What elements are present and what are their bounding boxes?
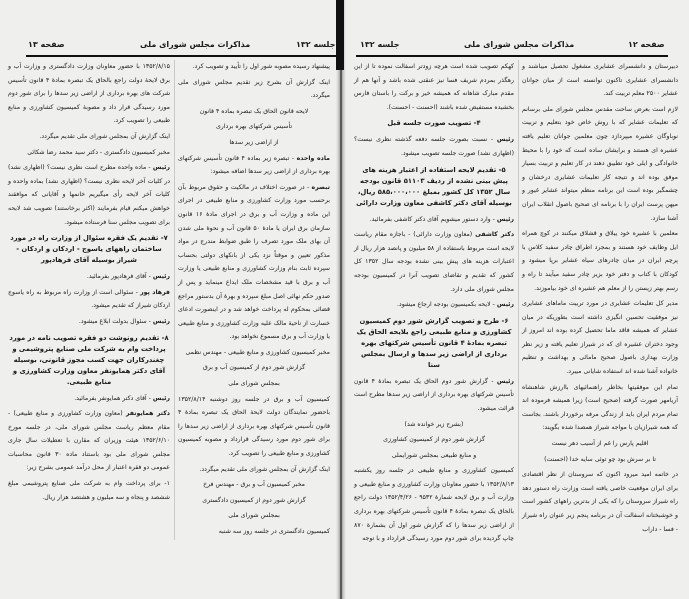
speaker-name: رئیس	[152, 273, 170, 281]
paragraph: مخبر کمیسیون دادگستری - دکتر سید محمد رضا شکائی	[27, 148, 170, 156]
right-page-right-column	[522, 60, 678, 538]
left-page-right-column	[178, 60, 330, 541]
centered-line: اقلیم پارس را غم از آسیب دهر نیست	[551, 440, 649, 448]
centered-line: بمجلس شورای ملی	[228, 512, 280, 520]
paragraph-body: - گزارش شور دوم الحاق یک تبصره بمادهٔ ۴ قانون تأسیس شرکتهای بهره برداری از اراضی زیر سدها مطرح است قرائت میشود.	[354, 377, 514, 412]
paragraph-body: - سئوال بدولت ابلاغ میشود.	[78, 317, 153, 325]
speaker-name: دکتر کاشفی	[475, 231, 514, 239]
section-heading: ۷- تقدیم یک فقره سئوال از وزارت راه در مورد ساختمان راههای یاسوج - اردکان و اردکان - شیراز بوسیله آقای فرهادپور	[10, 234, 168, 265]
paragraph-body: - آقای فرهادپور بفرمائید.	[86, 273, 153, 281]
left-page-column-divider	[174, 60, 175, 540]
centered-line: مخبر کمیسیون آب و برق - مهندس فرخ	[203, 481, 305, 489]
paragraph	[354, 375, 514, 416]
paragraph	[178, 152, 330, 179]
speaker-name: رئیس	[152, 394, 170, 402]
paragraph-body: - در صورت اختلاف در مالکیت و حقوق مربوط بآن برحسب مورد وزارت کشاورزی و منابع طبیعی در اجرای این ماده و وزارت آب و برق در اجرای مادهٔ ۱۶ قانون سازمان برق ایران یا مادهٔ ۵۰ قانون آب و نحوهٔ ملی شدن آن بهای ملک مورد تصرف را طبق ضوابط مندرج در مواد مذکور تعیین و موقتاً نزد یکی از بانکهای دولتی بحساب سپرده ثابت بنام وزارت کشاورزی و منابع طبیعی یا وزارت آب و برق با قید مشخصات ملک ایداع مینماید و پس از صدور حکم نهائی اصل مبلغ سپرده و بهرهٔ آن بدستور مراجع قضائی بمحکوم له پرداخت خواهد شد و در اینصورت ادعای خسارت از ناحیهٔ مالک علیه وزارت کشاورزی و منابع طبیعی یا وزارت آب و برق مسموع نخواهد بود.	[178, 183, 331, 341]
centered-line: تأسیس شرکتهای بهره برداری	[215, 123, 293, 131]
paragraph-body: - وارد دستور میشویم آقای دکتر کاشفی بفرمائید.	[369, 215, 497, 223]
paragraph	[8, 392, 170, 406]
paragraph: در خاتمه امید میرود اکنون که سروستان از نظر اقتصادی برای ایران موقعیت خاصی یافته است وزارت راه دستور دهد راه شیراز سروستان را که یکی از بدترین راههای کشور است و خوشبختانه اسفالت آن در برنامه پنجم زیر عنوان راه شیراز - فسا - داراب	[522, 471, 678, 533]
centered-line: بمجلس شورای ملی	[228, 380, 280, 388]
right-page-running-title: مذاکرات مجلس شورای ملی	[464, 40, 575, 49]
paragraph: ۱۳۵۲/۸/۱۵ با حضور معاونان وزارت دادگستری و وزارت آب و برق لایحهٔ دولت راجع بالحاق یک تبصره بمادهٔ ۴ قانون تأسیس شرکت های بهره برداری از اراضی زیر سدها را برای شور دوم مورد رسیدگی قرار داد و مصوبهٔ کمیسیون کشاورزی و منابع طبیعی را تصویب کرد.	[8, 63, 170, 125]
centered-line: (بشرح زیر خوانده شد)	[404, 420, 464, 428]
centered-line: گزارش شور دوم از کمیسیون آب و برق	[202, 364, 306, 372]
paragraph	[8, 315, 170, 329]
paragraph	[354, 228, 514, 296]
paragraph-body: - آقای دکتر همایونفر بفرمائید.	[74, 394, 153, 402]
centered-line: گزارش شور دوم از کمیسیون دادگستری	[202, 496, 306, 504]
section-heading: ۸- تقدیم رونوشت دو فقره تصویب نامه در مورد پرداخت وام به شرکت ملی صنایع پتروشیمی و چغندرکاران جهت کسب مجوز قانونی، بوسیله آقای دکتر همایونفر معاون وزارت کشاورزی و منابع طبیعی.	[9, 333, 169, 386]
paragraph	[8, 270, 170, 284]
paragraph: دبیرستان و دانشسرای عشایری مشغول تحصیل میباشند و دانشسرای عشایری تاکنون توانسته است از میان جوانان عشایر ۲۵۰۰ معلم تربیت کند.	[522, 63, 678, 98]
paragraph	[8, 407, 170, 475]
paragraph: کهکم تصویب شده است هرچه زودتر اسفالت نموده تا از این رهگذر بمردم شریف فسا نیز عنقتی شده باشد و آنها هم از مقدم مبارک شاهانه که همیشه خیر و برکت را باستان فارس بخشیده مستفیض شده باشند (احسنت - احسنت).	[354, 63, 514, 111]
centered-line: گزارش شور دوم از کمیسیون کشاورزی	[383, 436, 485, 444]
right-page	[346, 0, 689, 599]
paragraph	[8, 161, 170, 229]
paragraph: اینک گزارش آن بمجلس شورای ملی تقدیم میگردد.	[199, 465, 330, 473]
speaker-name: رئیس	[496, 215, 514, 223]
paragraph	[178, 181, 330, 344]
paragraph: کمیسیون کشاورزی و منابع طبیعی در جلسه روز یکشنبه ۱۳۵۲/۸/۱۳ با حضور معاونان وزارت کشاورزی و منابع طبیعی و وزارت آب و برق لایحه شمارهٔ ۹۵۳۲ - ۱۳۵۲/۴/۲۶ دولت راجع بالحاق یک تبصره بمادهٔ ۴ قانون تأسیس شرکتهای بهره برداری از اراضی زیر سدها را که گزارش شور اول آن بشمارهٔ ۸۷۰ چاپ گردیده برای شور دوم مورد رسیدگی قرارداد و با توجه	[354, 467, 515, 543]
paragraph: معلمین با عشیره خود ییلاق و قشلاق میکنند در کوچ همراه ایل وظایف خود هستند و بمجرد اطراق چادر سفید کلاس با پرچم ایران در میان چادرهای سیاه عشایر برپا میشود و کودکان با کتاب و دفتر خود بزیر چادر سفید میآیند تا راه و رسم بهتر زیستن را از معلم هم عشیره ای خود بیاموزند.	[522, 230, 678, 292]
left-header-rule	[26, 55, 338, 57]
paragraph-body: - تبصره زیر بماده ۴ قانون تأسیس شرکتهای بهره برداری از اراضی زیر سدها اضافه میشود:	[178, 154, 330, 176]
right-page-number: صفحه ۱۲	[628, 40, 665, 49]
speaker-name: رئیس	[496, 301, 514, 309]
paragraph	[8, 286, 170, 313]
right-page-column-divider	[518, 60, 519, 530]
paragraph-body: - نسبت بصورت جلسه دفعه گذشته نظری نیست؟ (اظهاری نشد) صورت جلسه تصویب میشود.	[354, 136, 514, 157]
book-spine-shadow	[336, 0, 344, 70]
left-page-running-title: مذاکرات مجلس شورای ملی	[140, 40, 251, 49]
right-header-rule	[356, 55, 668, 57]
paragraph	[354, 213, 514, 227]
left-page-header	[0, 40, 338, 54]
paragraph-body: (معاون وزارت کشاورزی و منابع طبیعی) - مقام معظم ریاست مجلس شورای ملی، در جلسه مورخ ۱۳۵۲/۶/۱۰ هیئت وزیران که مقارن با تعطیلات سال جاری مجلس شورای ملی بود باستناد ماده ۳۰ قانون محاسبات عمومی دو فقره اعتبار از محل درآمد عمومی بشرح زیر:	[8, 410, 170, 472]
paragraph: مخبر کمیسیون کشاورزی و منابع طبیعی - مهندس نظمی	[185, 348, 330, 356]
paragraph: لازم است بعرض ساحت مقدس مجلس شورای ملی برسانم که تعلیمات عشایر که با روش خاص خود بتعلیم و تربیت نوباوگان عشیره میپردازد چون معلمین جوانان تعلیم یافته عشیره ای هستند و برایشان ساده است که خود را با محیط خانوادگی و ایلی خود تطبیق دهند در کار تعلیم و تربیت بسیار موفق بوده اند و نتیجه کار تعلیمات عشایری درخشان و چشمگیر بوده است این برنامه منظم میتواند عشایر غیور و میهن پرست ایران را با برنامه ای صحیح باصول انقلاب ایران آشنا سازد.	[522, 105, 678, 222]
paragraph-body: (معاون وزارت دارائی) - باجازه مقام ریاست لایحه است مربوط باستفاده از ۵۸ میلیون و پانصد هزار ریال از اعتبارات هزینه های پیش بینی نشده بودجه سال ۱۳۵۲ کل کشور که تقدیم و تقاضای تصویب آنرا در کمیسیون بودجه مجلس شورای ملی دارد.	[354, 231, 514, 293]
right-page-left-column	[354, 60, 514, 548]
right-page-session: جلسه ۱۳۲	[360, 40, 400, 49]
paragraph: مدیر کل تعلیمات عشایری در مورد تربیت ماماهای عشایری نیز موفقیت تحسین انگیزی داشته است بطوریکه در میان عشایر که همیشه فاقد ماما تحصیل کرده بوده اند امروز از وجود دختران عشیره ای که در شیراز تعلیم یافته و زیر نظر وزارت بهداری باصول صحیح مامائی و بهداشت و تنظیم خانواده آشنا شده اند استفاده شایانی میبرد.	[522, 300, 678, 376]
paragraph: پیشنهاد رسیده مصوبه شور اول را تأیید و تصویب کرد.	[192, 63, 330, 70]
left-page	[0, 0, 338, 599]
paragraph: تمام این موفقیتها بخاطر راهنمائیهای باارزش شاهنشاه آریامهر صورت گرفته (صحیح است) زیرا همیشه فرموده اند تمام مردم ایران باید از زندگی مرفه برخوردار باشند. بجاست که همه شیرازیان با مواجه شیراز همصدا شده بگویند:	[522, 383, 678, 432]
centered-line: لایحه قانون الحاق یک تبصره بماده ۴ قانون	[199, 107, 309, 115]
speaker-name: رئیس	[496, 377, 514, 385]
paragraph: اینک گزارش آن بمجلس شورای ملی تقدیم میگردد.	[39, 132, 170, 140]
paragraph: کمیسیون آب و برق در جلسه روز دوشنبه ۱۳۵۲/۸/۱۴ باحضور نمایندگان دولت لایحهٔ الحاق یک تبصره بمادهٔ ۴ قانون تأسیس شرکتهای بهره برداری از اراضی زیر سدها را برای شور دوم مورد رسیدگی قرارداد و مصوبه کمیسیون کشاورزی و منابع طبیعی را تصویب کرد.	[178, 395, 330, 458]
book-spine	[336, 0, 346, 599]
section-heading: ۶- طرح و تصویب گزارش شور دوم کمیسیون کشاورزی و منابع طبیعی راجع بلایحه الحاق یک تبصره بمادهٔ ۴ قانون تأسیس شرکتهای بهره برداری از اراضی زیر سدها و ارسال بمجلس سنا	[356, 316, 512, 369]
speaker-name: رئیس	[496, 136, 514, 144]
speaker-name: دکتر همایونفر	[125, 410, 170, 418]
speaker-name: تبصره	[311, 183, 330, 191]
centered-line: از اراضی زیر سدها	[229, 138, 279, 146]
paragraph-body: - لایحه بکمیسیون بودجه ارجاع میشود.	[396, 301, 497, 309]
paragraph: ۱- برای پرداخت وام به شرکت ملی صنایع پتروشیمی مبلغ ششصد و پنجاه و سه میلیون و هشتصد هزار ریال.	[8, 480, 170, 501]
paragraph-body: - ماده واحده مطرح است نظری نیست؟ (اظهاری نشد) در کلیات آخر لایحه نظری نیست؟ (اظهاری نشد) بماده واحده و کلیات آخر لایحه رأی میگیریم خانمها و آقایانی که موافقند خواهش میکنم قیام بفرمایند (اکثر برخاستند) تصویب شد لایحه برای تصویب مجلس سنا فرستاده میشود.	[8, 164, 170, 226]
paragraph: اینک گزارش آن بشرح زیر تقدیم مجلس شورای ملی میگردد.	[178, 78, 330, 100]
right-page-header	[346, 40, 689, 54]
left-page-session: جلسه ۱۳۲	[296, 40, 336, 49]
paragraph-body: - سئوالی است از وزارت راه مربوط به راه یاسوج اردکان شیراز که تقدیم میشود.	[8, 288, 170, 310]
left-page-number: صفحه ۱۳	[28, 40, 65, 49]
paragraph: کمیسیون دادگستری در جلسه روز سه شنبه	[218, 528, 330, 535]
paragraph	[354, 133, 514, 160]
centered-line: و منابع طبیعی بمجلس شورایملی	[391, 451, 477, 459]
centered-line: تا بر سرش بود چو توئی سایه خدا (احسنت)	[544, 455, 656, 463]
paragraph	[354, 298, 514, 312]
speaker-name: فرهاد پور	[140, 288, 170, 296]
speaker-name: رئیس	[152, 317, 170, 325]
speaker-name: ماده واحده	[296, 154, 331, 162]
section-heading: ۵- تقدیم لایحه استفاده از اعتبار هزینه های پیش بینی نشده از ردیف ۵۱۱۰۳ قانون بودجه سال ۱۳۵۲ کل کشور بمبلغ ۵۸۵،۰۰۰،۰۰۰ ریال، بوسیله آقای دکتر کاشفی معاون وزارت دارائی	[356, 165, 512, 207]
section-heading: ۴- تصویب صورت جلسه قبل	[387, 119, 481, 128]
speaker-name: رئیس	[152, 164, 170, 172]
left-page-left-column	[8, 60, 170, 506]
